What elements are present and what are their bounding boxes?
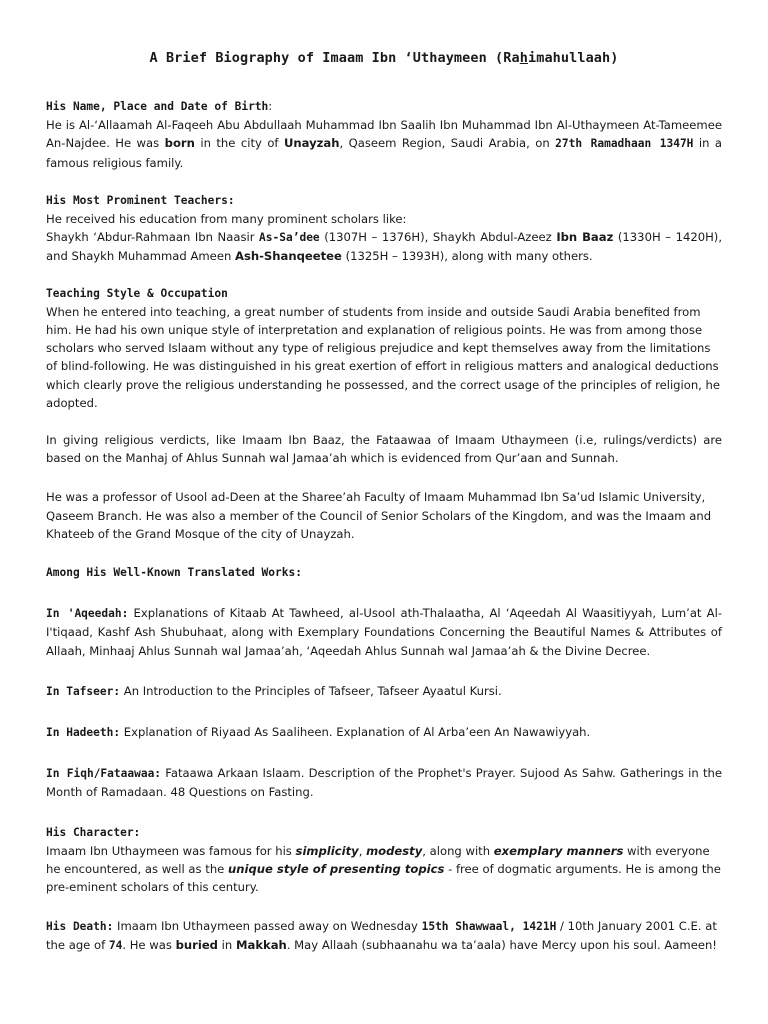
character-emphasis: simplicity bbox=[295, 843, 359, 858]
name-text: He is Al-‘Allaamah Al-Faqeeh Abu Abdullaah Muhammad Ibn Saalih Ibn Muhammad Ibn Al-Uthaymeen At-Tameemee An-Najdee. He was bbox=[46, 118, 722, 151]
character-text: , bbox=[358, 843, 367, 858]
works-aqeedah bbox=[46, 604, 722, 660]
teachers-section bbox=[46, 192, 722, 266]
teachers-intro: He received his education from many prominent scholars like: bbox=[46, 212, 407, 227]
teacher-name: Ash-Shanqeetee bbox=[234, 249, 342, 264]
works-tafseer bbox=[46, 682, 722, 701]
works-heading: Among His Well-Known Translated Works: bbox=[46, 566, 302, 580]
teachers-heading: His Most Prominent Teachers: bbox=[46, 193, 235, 207]
birth-date: 27th Ramadhaan 1347H bbox=[555, 137, 694, 151]
works-aqeedah-text: Explanations of Kitaab At Tawheed, al-Usool ath-Thalaatha, Al ‘Aqeedah Al Waasitiyyah, Lum’at Al-I'tiqaad, Kashf Ash Shubuhaat, along with Exemplary Foundations Concerning the Beautiful Names & Attributes of Allaah, Minhaaj Ahlus Sunnah wal Jamaa’ah, ‘Aqeedah Ahlus Sunnah wal Jamaa’ah & the Divine Decree. bbox=[46, 606, 722, 658]
born-word: born bbox=[164, 136, 195, 151]
name-heading-line bbox=[46, 97, 722, 116]
character-text: , along with bbox=[422, 843, 494, 858]
burial-place: Makkah bbox=[235, 937, 287, 952]
professor-paragraph: He was a professor of Usool ad-Deen at the Sharee’ah Faculty of Imaam Muhammad Ibn Sa’ud Islamic University, Qaseem Branch. He was also a member of the Council of Senior Scholars of the Kingdom, and was the Imaam and Khateeb of the Grand Mosque of the city of Unayzah. bbox=[46, 490, 712, 541]
death-age: 74 bbox=[108, 938, 123, 952]
name-section bbox=[46, 97, 722, 172]
teachers-list bbox=[46, 228, 722, 265]
works-fiqh bbox=[46, 764, 722, 801]
teachers-text: (1307H – 1376H), Shaykh Abdul-Azeez bbox=[319, 230, 557, 245]
character-paragraph bbox=[46, 842, 722, 897]
name-paragraph bbox=[46, 116, 722, 172]
character-emphasis: exemplary manners bbox=[493, 843, 624, 858]
name-text: in the city of bbox=[194, 136, 284, 151]
name-heading: His Name, Place and Date of Birth bbox=[46, 100, 269, 113]
teaching-paragraph: When he entered into teaching, a great number of students from inside and outside Saudi Arabia benefited from him. He had his own unique style of interpretation and explanation of religious points. He was from among those scholars who served Islaam without any type of religious prejudice and kept themselves away from the limitations of blind-following. He was distinguished in his great exertion of effort in religious matters and analogical deductions which clearly prove the religious understanding he possessed, and the correct usage of the principles of religion, he adopted. bbox=[46, 304, 721, 410]
character-text: Imaam Ibn Uthaymeen was famous for his bbox=[46, 843, 296, 858]
title-text-end: imahullaah) bbox=[527, 50, 619, 66]
teachers-text: (1325H – 1393H), along with many others. bbox=[341, 249, 593, 264]
death-date: 15th Shawwaal, 1421H bbox=[421, 919, 557, 933]
teachers-text: (1330H – 1420H), and Shaykh Muhammad Ameen bbox=[46, 230, 723, 264]
character-emphasis: unique style of presenting topics bbox=[227, 862, 445, 877]
death-text: / 10th January 2001 C.E. at the age of bbox=[46, 918, 717, 952]
character-emphasis: modesty bbox=[366, 843, 423, 858]
title-underlined-letter: h bbox=[519, 50, 528, 66]
death-text: Imaam Ibn Uthaymeen passed away on Wednesday bbox=[113, 918, 422, 933]
works-hadeeth-label: In Hadeeth: bbox=[46, 726, 121, 740]
teaching-section bbox=[46, 285, 722, 543]
teachers-text: Shaykh ‘Abdur-Rahmaan Ibn Naasir bbox=[46, 230, 260, 245]
buried-word: buried bbox=[175, 937, 218, 952]
works-tafseer-text: An Introduction to the Principles of Tafseer, Tafseer Ayaatul Kursi. bbox=[120, 683, 502, 698]
works-hadeeth bbox=[46, 723, 722, 742]
death-paragraph bbox=[46, 917, 722, 955]
character-text: - free of dogmatic arguments. He is among the pre-eminent scholars of this century. bbox=[46, 862, 721, 895]
character-text: with everyone he encountered, as well as the bbox=[46, 843, 710, 877]
name-text: in a famous religious family. bbox=[46, 136, 723, 170]
death-text: . He was bbox=[122, 937, 176, 952]
character-section bbox=[46, 824, 722, 897]
teaching-heading: Teaching Style & Occupation bbox=[46, 286, 228, 300]
works-tafseer-label: In Tafseer: bbox=[46, 684, 121, 698]
name-text: , Qaseem Region, Saudi Arabia, on bbox=[339, 136, 556, 151]
works-aqeedah-label: In 'Aqeedah: bbox=[46, 607, 129, 621]
verdicts-paragraph: In giving religious verdicts, like Imaam Ibn Baaz, the Fataawaa of Imaam Uthaymeen (i.e, rulings/verdicts) are based on the Manhaj of Ahlus Sunnah wal Jamaa’ah which is evidenced from Qur’aan and Sunnah. bbox=[46, 433, 722, 466]
teacher-name: Ibn Baaz bbox=[556, 230, 614, 245]
works-section bbox=[46, 564, 722, 802]
works-fiqh-label: In Fiqh/Fataawaa: bbox=[46, 767, 162, 781]
teacher-name: As-Sa’dee bbox=[259, 231, 320, 245]
character-heading: His Character: bbox=[46, 825, 141, 839]
page-title bbox=[46, 0, 722, 66]
death-section bbox=[46, 917, 722, 955]
works-hadeeth-text: Explanation of Riyaad As Saaliheen. Explanation of Al Arba’een An Nawawiyyah. bbox=[120, 725, 591, 740]
death-text: . May Allaah (subhaanahu wa ta’aala) have Mercy upon his soul. Aameen! bbox=[286, 937, 717, 952]
works-fiqh-text: Fataawa Arkaan Islaam. Description of the Prophet's Prayer. Sujood As Sahw. Gatherings in the Month of Ramadaan. 48 Questions on Fasting. bbox=[46, 766, 722, 800]
birth-city: Unayzah bbox=[283, 136, 340, 151]
death-heading: His Death: bbox=[46, 919, 114, 933]
title-text: A Brief Biography of Imaam Ibn ‘Uthaymeen (Ra bbox=[149, 50, 520, 66]
name-heading-colon: : bbox=[268, 99, 273, 113]
death-text: in bbox=[218, 937, 236, 952]
